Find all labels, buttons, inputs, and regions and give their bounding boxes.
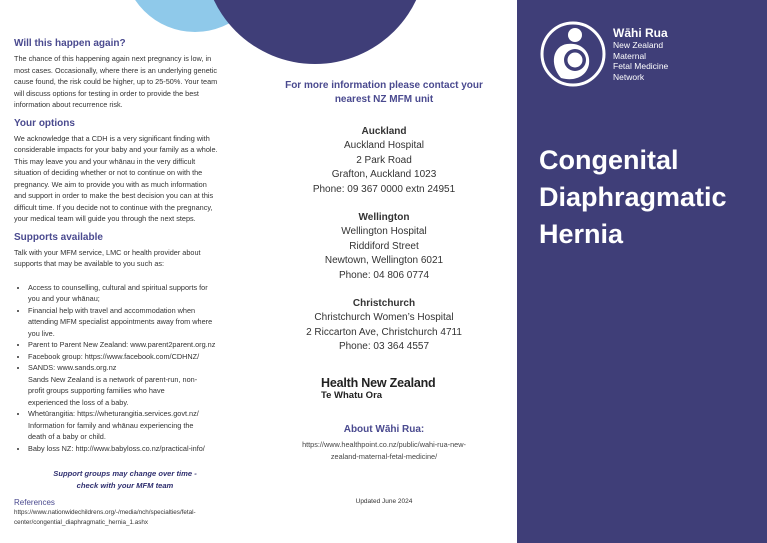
unit-christchurch xyxy=(268,297,500,355)
health-nz-logo xyxy=(321,376,436,401)
about-link[interactable]: https://www.healthpoint.co.nz/public/wahi-rua-new- zealand-maternal-fetal-medicine/ xyxy=(302,440,466,461)
supports-text: Talk with your MFM service, LMC or health provider about supports that may be available to you such as: xyxy=(14,247,201,268)
list-item[interactable]: • Whetūrangitia: https://wheturangitia.services.govt.nz/ Information for family and whānau experiencing the death of a baby or child. xyxy=(28,408,236,443)
references-text[interactable]: https://www.nationwidechildrens.org/-/media/nch/specialties/fetal- center/congential_diaphragmatic_hernia_1.ashx xyxy=(14,509,196,526)
recurrence-heading: Will this happen again? xyxy=(14,38,126,49)
unit-line: Riddiford Street xyxy=(349,240,419,252)
unit-line: Auckland Hospital xyxy=(343,140,425,151)
middle-column xyxy=(268,79,500,369)
unit-line: Grafton, Auckland 1023 xyxy=(331,169,437,180)
brand-block xyxy=(613,26,668,82)
unit-phone: Phone: 09 367 0000 extn 24951 xyxy=(312,183,456,195)
unit-name: Christchurch xyxy=(352,298,416,309)
unit-line: Christchurch Women’s Hospital xyxy=(314,312,454,323)
about-section xyxy=(268,424,500,463)
brand-line: Maternal xyxy=(613,50,647,61)
unit-auckland xyxy=(268,125,500,197)
supports-list xyxy=(14,282,236,455)
supports-heading: Supports available xyxy=(14,231,103,243)
updated-date: Updated June 2024 xyxy=(355,498,413,505)
mother-baby-logo-icon xyxy=(539,20,607,93)
unit-phone: Phone: 04 806 0774 xyxy=(338,269,430,281)
unit-wellington xyxy=(268,211,500,283)
title-line: Diaphragmatic xyxy=(539,182,727,212)
page-title xyxy=(539,142,727,253)
health-nz-name: Health New Zealand xyxy=(321,376,436,390)
recurrence-text: The chance of this happening again next pregnancy is low, in most cases. Occasionally, where there is an underlying genetic cause found, the risk could be higher, up to 25-50%. Your team will discuss options for testing in order to provide the best information about recurrence risk. xyxy=(14,54,218,109)
list-item: • Access to counselling, cultural and spiritual supports for you and your whānau; xyxy=(28,282,236,305)
list-item[interactable]: • SANDS: www.sands.org.nz Sands New Zealand is a network of parent-run, non- profit groups supporting families who have experienced the loss of a baby. xyxy=(28,362,236,408)
list-item[interactable]: • Facebook group: https://www.facebook.com/CDHNZ/ xyxy=(28,351,236,363)
dark-purple-circle xyxy=(203,0,427,64)
left-column xyxy=(14,38,236,527)
unit-name: Wellington xyxy=(358,212,410,223)
brand-line: Fetal Medicine xyxy=(613,61,669,71)
unit-line: Newtown, Wellington 6021 xyxy=(324,255,444,266)
cover-panel xyxy=(517,0,767,543)
brand-name: Wāhi Rua xyxy=(613,26,668,40)
brand-line: New Zealand xyxy=(613,40,664,50)
unit-name: Auckland xyxy=(361,126,407,137)
unit-phone: Phone: 03 364 4557 xyxy=(338,341,430,352)
list-item: • Financial help with travel and accommodation when attending MFM specialist appointments away from where you live. xyxy=(28,305,236,340)
unit-line: Wellington Hospital xyxy=(341,226,427,237)
options-heading: Your options xyxy=(14,117,75,129)
list-item[interactable]: • Parent to Parent New Zealand: www.parent2parent.org.nz xyxy=(28,339,236,351)
te-whatu-ora-name: Te Whatu Ora xyxy=(321,390,383,401)
title-line: Congenital xyxy=(539,145,679,175)
support-groups-note: Support groups may change over time - check with your MFM team xyxy=(53,469,197,490)
list-item[interactable]: • Baby loss NZ: http://www.babyloss.co.nz/practical-info/ xyxy=(28,443,236,455)
title-line: Hernia xyxy=(539,219,624,249)
about-heading: About Wāhi Rua: xyxy=(343,424,425,435)
brand-line: Network xyxy=(613,71,645,82)
contact-heading: For more information please contact your nearest NZ MFM unit xyxy=(285,80,483,105)
unit-line: 2 Park Road xyxy=(356,154,412,166)
references-heading: References xyxy=(14,498,55,507)
unit-line: 2 Riccarton Ave, Christchurch 4711 xyxy=(306,326,462,338)
options-text: We acknowledge that a CDH is a very significant finding with considerable impacts for your baby and your family as a whole. This may leave you and your whānau in the very difficult situation of deciding whether or not to continue on with the pregnancy. We aim to provide you with as much information and support in order to make the best decision you can at this difficult time. If you decide not to continue with the pregnancy, your medical team will guide you through the next steps. xyxy=(14,133,218,223)
